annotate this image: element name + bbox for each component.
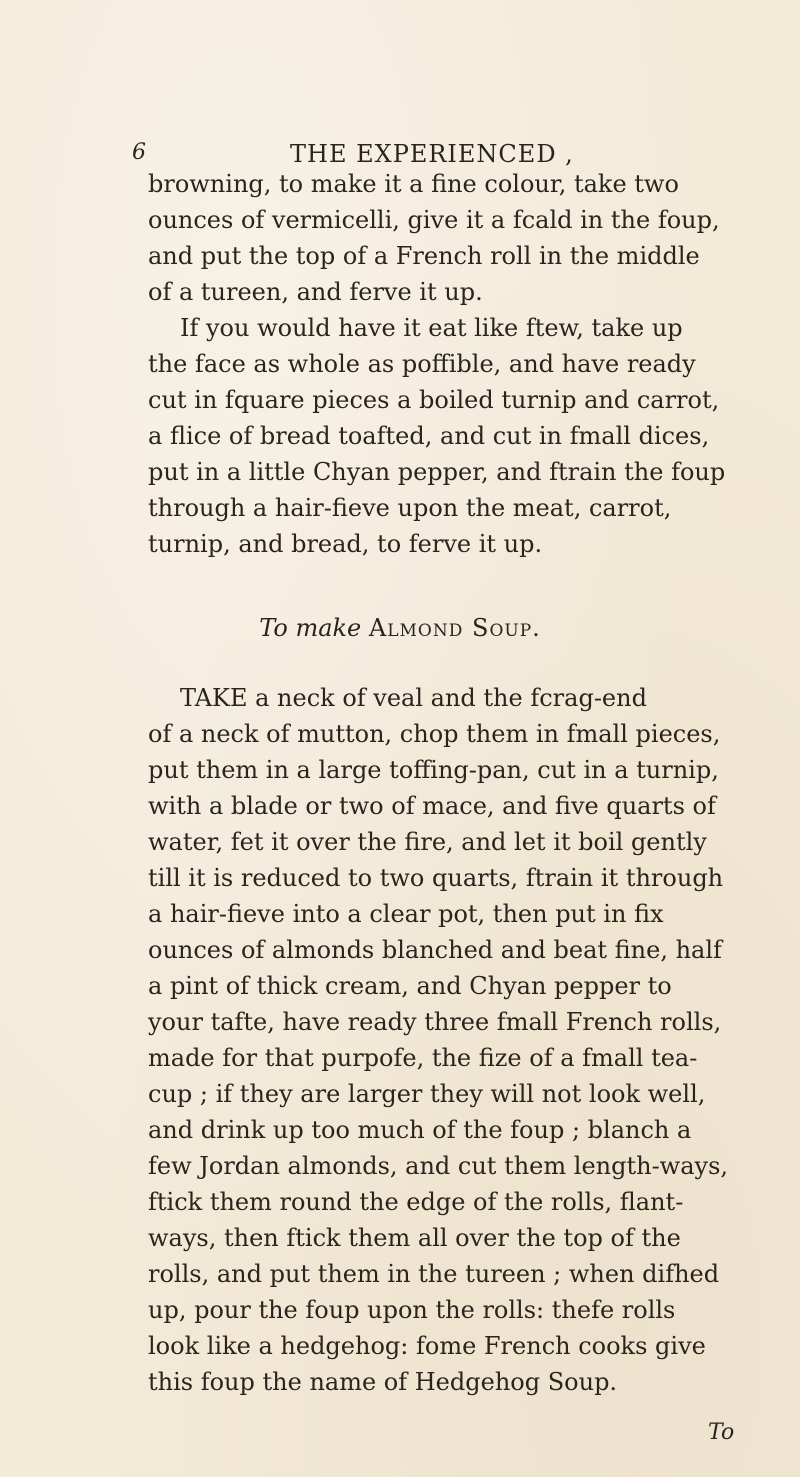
text-line: cut in fquare pieces a boiled turnip and carrot, [148, 386, 720, 414]
running-head: THE EXPERIENCED , [290, 140, 574, 168]
text-line: and put the top of a French roll in the middle [148, 242, 700, 270]
text-line: till it is reduced to two quarts, ftrain it through [148, 864, 724, 892]
text-line: water, fet it over the fire, and let it boil gently [148, 828, 707, 856]
recipe-title-name: Almond Soup. [368, 614, 541, 642]
page-number: 6 [132, 140, 146, 165]
text-line: a flice of bread toafted, and cut in fmall dices, [148, 422, 710, 450]
text-line: of a tureen, and ferve it up. [148, 278, 483, 306]
text-line: made for that purpofe, the fize of a fmall tea- [148, 1044, 698, 1072]
text-line: a hair-fieve into a clear pot, then put in fix [148, 900, 664, 928]
recipe-title [0, 614, 800, 642]
text-line: look like a hedgehog: fome French cooks give [148, 1332, 706, 1360]
text-line: through a hair-fieve upon the meat, carrot, [148, 494, 672, 522]
text-line: put them in a large toffing-pan, cut in a turnip, [148, 756, 719, 784]
catchword: To [708, 1420, 735, 1445]
text-line: the face as whole as poffible, and have ready [148, 350, 696, 378]
paragraph-continuation [148, 166, 768, 310]
text-line: TAKE a neck of veal and the fcrag-end [180, 684, 647, 712]
paragraph-almond-soup [148, 680, 768, 1400]
text-line: with a blade or two of mace, and five quarts of [148, 792, 716, 820]
text-line: a pint of thick cream, and Chyan pepper to [148, 972, 672, 1000]
recipe-title-prefix: To make [259, 614, 362, 642]
text-line: browning, to make it a fine colour, take two [148, 170, 679, 198]
text-line: and drink up too much of the foup ; blanch a [148, 1116, 692, 1144]
text-line: cup ; if they are larger they will not look well, [148, 1080, 706, 1108]
text-line: few Jordan almonds, and cut them length-ways, [148, 1152, 729, 1180]
text-line: ways, then ftick them all over the top of the [148, 1224, 681, 1252]
text-line: If you would have it eat like ftew, take up [180, 314, 683, 342]
text-line: rolls, and put them in the tureen ; when difhed [148, 1260, 720, 1288]
text-line: put in a little Chyan pepper, and ftrain the foup [148, 458, 726, 486]
text-line: of a neck of mutton, chop them in fmall pieces, [148, 720, 721, 748]
paragraph-stew-variation [148, 310, 768, 562]
text-line: up, pour the foup upon the rolls: thefe rolls [148, 1296, 676, 1324]
text-line: this foup the name of Hedgehog Soup. [148, 1368, 618, 1396]
text-line: ftick them round the edge of the rolls, flant- [148, 1188, 684, 1216]
text-line: ounces of vermicelli, give it a fcald in the foup, [148, 206, 720, 234]
text-line: ounces of almonds blanched and beat fine, half [148, 936, 722, 964]
text-line: turnip, and bread, to ferve it up. [148, 530, 543, 558]
text-line: your tafte, have ready three fmall French rolls, [148, 1008, 722, 1036]
